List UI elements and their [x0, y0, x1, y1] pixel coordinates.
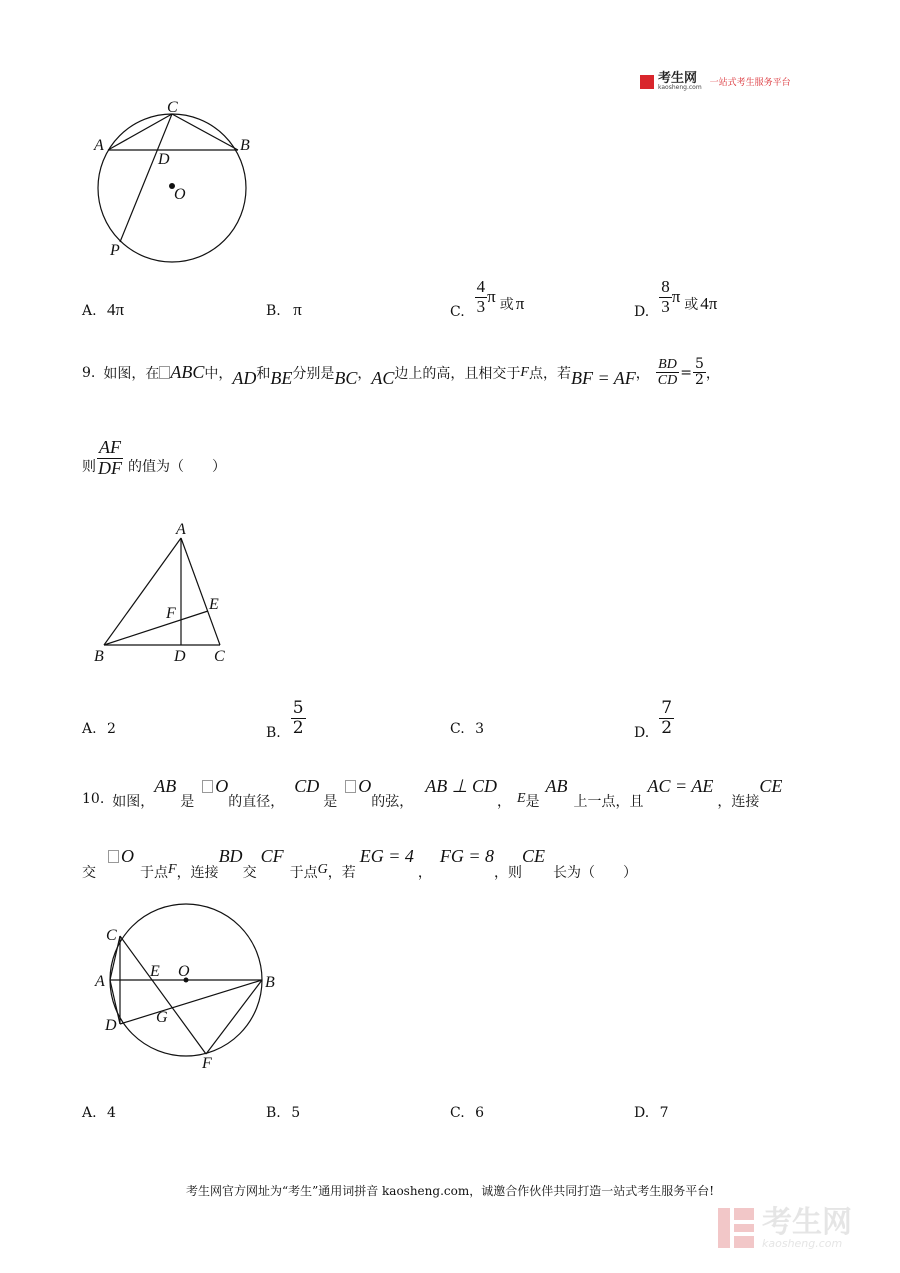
q8-line-cp: [120, 114, 172, 242]
q9-figure: [90, 516, 240, 666]
q8-option-b-value: π: [293, 300, 302, 319]
q9-label-d: D: [174, 648, 186, 665]
circle-symbol-icon-2: [345, 780, 356, 793]
q9-side-ab: [104, 538, 181, 645]
q10-number: 10.: [82, 791, 105, 807]
q10-label-d: D: [105, 1017, 117, 1034]
logo-sub: kaosheng.com: [658, 84, 702, 91]
q10-option-b[interactable]: B. 5: [266, 1105, 301, 1121]
q8-line-cb: [172, 114, 238, 150]
q10-stem-line1: 10. 如图， AB 是 O 的直径， CD 是 O 的弦， AB ⊥ CD ， E 是 AB 上一点，且 AC = AE ，连接 CE: [82, 776, 783, 810]
q9-option-a[interactable]: A. 2: [82, 721, 116, 737]
watermark: [716, 1206, 852, 1250]
q9-option-a-value: 2: [107, 721, 116, 737]
header-slogan: 一站式考生服务平台: [709, 78, 791, 88]
circle-symbol-icon: [202, 780, 213, 793]
watermark-logo-icon: [716, 1206, 756, 1250]
logo-mark-icon: [640, 75, 654, 89]
q8-option-c-fraction: $\frac{4}{3}$: [476, 276, 486, 316]
q8-label-a: A: [94, 137, 104, 154]
q10-option-a-value: 4: [107, 1105, 116, 1121]
q10-label-o: O: [178, 963, 190, 980]
q10-label-f: F: [202, 1055, 212, 1072]
q10-figure: [88, 896, 288, 1072]
q9-side-ac: [181, 538, 220, 645]
q10-label-c: C: [106, 927, 117, 944]
circle-symbol-icon-3: [108, 850, 119, 863]
q8-option-a-value: 4π: [107, 300, 125, 319]
logo-text: 考生网: [658, 71, 698, 86]
q9-option-c[interactable]: C. 3: [450, 721, 485, 737]
q10-label-b: B: [265, 974, 275, 991]
q9-option-d-fraction: $\frac{7}{2}$: [661, 697, 673, 738]
q8-option-c[interactable]: C. $\frac{4}{3}$ π 或 π: [450, 276, 525, 320]
q8-label-c: C: [167, 99, 178, 116]
q9-label-a: A: [176, 521, 186, 538]
q9-label-e: E: [209, 596, 219, 613]
q9-label-c: C: [214, 648, 225, 665]
q9-option-b-fraction: $\frac{5}{2}$: [292, 697, 304, 738]
q10-label-g: G: [156, 1009, 168, 1026]
q8-option-d[interactable]: D. $\frac{8}{3}$ π 或 4π: [634, 276, 718, 320]
q8-label-d: D: [158, 151, 170, 168]
q10-option-b-value: 5: [291, 1105, 301, 1121]
q9-option-b[interactable]: B. $\frac{5}{2}$: [266, 697, 304, 741]
q9-ratio-value: $\frac{5}{2}$: [694, 355, 704, 388]
triangle-symbol-icon: [159, 366, 170, 379]
q9-option-c-value: 3: [475, 721, 485, 737]
q10-option-c[interactable]: C. 6: [450, 1105, 485, 1121]
q9-label-f: F: [166, 605, 176, 622]
watermark-text: 考生网: [762, 1204, 852, 1240]
q10-option-a[interactable]: A. 4: [82, 1105, 116, 1121]
q8-label-o: O: [174, 186, 186, 203]
q9-number: 9.: [82, 364, 96, 381]
footer-text: 考生网官方网址为“考生”通用词拼音 kaosheng.com，诚邀合作伙伴共同打造一站式考生服务平台!: [185, 1184, 715, 1198]
q9-altitude-be: [104, 611, 208, 645]
q8-option-b[interactable]: B. π: [266, 300, 302, 319]
q10-stem-line2: 交 O 于点 F ，连接 BD 交 CF 于点 G ，若 EG = 4 ， FG = 8 ，则 CE 长为（ ）: [82, 846, 637, 881]
q8-option-d-fraction: $\frac{8}{3}$: [661, 276, 670, 316]
q10-option-d[interactable]: D. 7: [634, 1105, 669, 1121]
watermark-sub: kaosheng.com: [762, 1236, 843, 1250]
q9-ratio-fraction: $\frac{BD}{CD}$: [657, 356, 678, 388]
q10-option-c-value: 6: [475, 1105, 485, 1121]
q9-stem-line2: 则 $\frac{AF}{DF}$ 的值为（ ）: [82, 437, 226, 478]
q8-line-ca: [108, 114, 172, 150]
q8-figure: [88, 96, 263, 266]
q10-line-bd: [120, 980, 262, 1024]
header-logo: [640, 72, 791, 91]
q8-label-b: B: [240, 137, 250, 154]
q10-line-cf: [120, 936, 206, 1054]
q10-label-e: E: [150, 963, 160, 980]
q10-label-a: A: [95, 973, 105, 990]
q10-line-bf: [206, 980, 262, 1054]
q9-label-b: B: [94, 648, 104, 665]
q9-option-d[interactable]: D. $\frac{7}{2}$: [634, 697, 673, 741]
q10-option-d-value: 7: [659, 1105, 669, 1121]
q8-label-p: P: [110, 242, 120, 259]
q9-target-fraction: $\frac{AF}{DF}$: [98, 437, 122, 478]
q8-option-a[interactable]: A. 4π: [82, 300, 125, 319]
q9-stem-line1: 9. 如图，在 ABC 中， AD 和 BE 分别是 BC ， AC 边上的高，且相交于 F 点，若 BF = AF ， $\frac{BD}{CD}$ = $\frac{5}{2}$ ，: [82, 355, 720, 388]
